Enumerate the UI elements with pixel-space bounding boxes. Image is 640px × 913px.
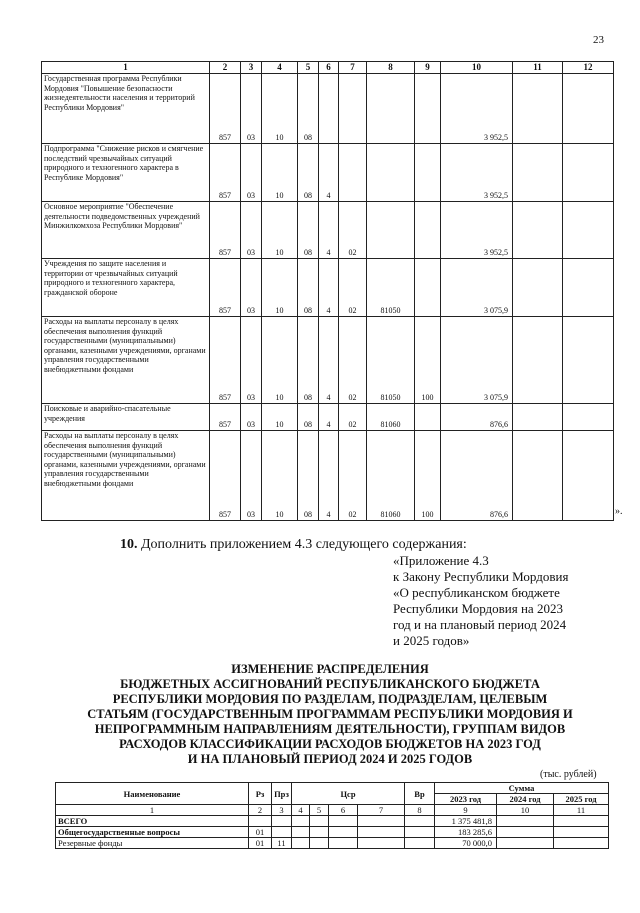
- row-prz: 11: [272, 838, 292, 849]
- row-sum-2023: 70 000,0: [435, 838, 497, 849]
- header-name: Наименование: [56, 783, 249, 805]
- cell-empty: [554, 827, 609, 838]
- row-c8: 81060: [367, 431, 415, 521]
- row-c12: [563, 317, 614, 404]
- row-c12: [563, 144, 614, 202]
- row-c8: [367, 202, 415, 259]
- appendix-heading: [393, 553, 568, 649]
- column-number: 5: [298, 62, 319, 74]
- row-c2: 857: [210, 317, 241, 404]
- row-c9: [415, 202, 441, 259]
- column-number: 7: [339, 62, 367, 74]
- row-name: Учреждения по защите населения и территории от чрезвычайных ситуаций природного и техногенного характера, гражданской обороне: [42, 259, 210, 317]
- row-c10: 876,6: [441, 431, 513, 521]
- cell-empty: [329, 816, 358, 827]
- row-c7: 02: [339, 431, 367, 521]
- column-number: 10: [497, 805, 554, 816]
- row-c11: [513, 317, 563, 404]
- row-c2: 857: [210, 404, 241, 431]
- cell-empty: [497, 816, 554, 827]
- header-vr: Вр: [405, 783, 435, 805]
- column-number: 12: [563, 62, 614, 74]
- column-number: 3: [272, 805, 292, 816]
- row-c5: 08: [298, 259, 319, 317]
- budget-table-continued: [41, 61, 614, 521]
- row-name: Резервные фонды: [56, 838, 249, 849]
- budget-allocation-table: [55, 782, 609, 849]
- title-line: ИЗМЕНЕНИЕ РАСПРЕДЕЛЕНИЯ: [231, 662, 429, 676]
- cell-empty: [329, 838, 358, 849]
- row-sum-2023: 183 285,6: [435, 827, 497, 838]
- row-c2: 857: [210, 74, 241, 144]
- cell-empty: [405, 827, 435, 838]
- row-c11: [513, 202, 563, 259]
- table-row: [56, 816, 609, 827]
- row-c4: 10: [262, 202, 298, 259]
- row-name: Государственная программа Республики Мордовия "Повышение безопасности жизнедеятельности населения и территорий Республики Мордовия": [42, 74, 210, 144]
- row-c11: [513, 74, 563, 144]
- column-number: 6: [319, 62, 339, 74]
- column-number: 4: [262, 62, 298, 74]
- row-c11: [513, 431, 563, 521]
- header-2024: 2024 год: [497, 794, 554, 805]
- appendix-line: «О республиканском бюджете: [393, 585, 560, 600]
- row-sum-2023: 1 375 481,8: [435, 816, 497, 827]
- row-c7: [339, 74, 367, 144]
- row-name: Расходы на выплаты персоналу в целях обеспечения выполнения функций государственными (муниципальными) органами, казенными учреждениями, органами управления государственными внебюджетными фондами: [42, 317, 210, 404]
- row-c10: 3 075,9: [441, 259, 513, 317]
- title-line: БЮДЖЕТНЫХ АССИГНОВАНИЙ РЕСПУБЛИКАНСКОГО БЮДЖЕТА: [120, 677, 540, 691]
- column-number: 8: [405, 805, 435, 816]
- column-number: 6: [329, 805, 358, 816]
- row-c6: 4: [319, 404, 339, 431]
- appendix-line: Республики Мордовия на 2023: [393, 601, 563, 616]
- row-c4: 10: [262, 259, 298, 317]
- row-c4: 10: [262, 144, 298, 202]
- row-c2: 857: [210, 144, 241, 202]
- row-name: Основное мероприятие "Обеспечение деятельности подведомственных учреждений Минжилкомхоза Республики Мордовия": [42, 202, 210, 259]
- closing-quote: ».: [615, 506, 623, 517]
- table-row: [42, 144, 614, 202]
- appendix-line: «Приложение 4.3: [393, 553, 489, 568]
- row-c12: [563, 202, 614, 259]
- cell-empty: [405, 838, 435, 849]
- cell-empty: [310, 816, 329, 827]
- row-c5: 08: [298, 404, 319, 431]
- row-prz: [272, 827, 292, 838]
- row-c4: 10: [262, 404, 298, 431]
- cell-empty: [358, 827, 405, 838]
- column-number: 7: [358, 805, 405, 816]
- header-rz: Рз: [249, 783, 272, 805]
- title-line: НЕПРОГРАММНЫМ НАПРАВЛЕНИЯМ ДЕЯТЕЛЬНОСТИ), ГРУППАМ ВИДОВ: [94, 722, 566, 736]
- row-c10: 876,6: [441, 404, 513, 431]
- row-c9: 100: [415, 431, 441, 521]
- row-rz: [249, 816, 272, 827]
- title-line: РАСХОДОВ КЛАССИФИКАЦИИ РАСХОДОВ БЮДЖЕТОВ НА 2023 ГОД: [119, 737, 541, 751]
- row-c3: 03: [241, 431, 262, 521]
- page-number: 23: [593, 34, 604, 46]
- unit-label: (тыс. рублей): [540, 769, 597, 780]
- column-number: 9: [435, 805, 497, 816]
- row-c5: 08: [298, 144, 319, 202]
- title-line: СТАТЬЯМ (ГОСУДАРСТВЕННЫМ ПРОГРАММАМ РЕСПУБЛИКИ МОРДОВИЯ И: [87, 707, 573, 721]
- table-header-row: [42, 62, 614, 74]
- cell-empty: [405, 816, 435, 827]
- title-line: РЕСПУБЛИКИ МОРДОВИЯ ПО РАЗДЕЛАМ, ПОДРАЗДЕЛАМ, ЦЕЛЕВЫМ: [112, 692, 548, 706]
- row-c6: 4: [319, 259, 339, 317]
- row-name: Расходы на выплаты персоналу в целях обеспечения выполнения функций государственными (муниципальными) органами, казенными учреждениями, органами управления государственными внебюджетными фондами: [42, 431, 210, 521]
- cell-empty: [497, 838, 554, 849]
- column-number: 4: [292, 805, 310, 816]
- row-c10: 3 952,5: [441, 202, 513, 259]
- row-c3: 03: [241, 317, 262, 404]
- row-c9: [415, 74, 441, 144]
- column-number: 10: [441, 62, 513, 74]
- row-c10: 3 075,9: [441, 317, 513, 404]
- row-c2: 857: [210, 202, 241, 259]
- row-c12: [563, 404, 614, 431]
- column-number: 2: [210, 62, 241, 74]
- header-prz: Прз: [272, 783, 292, 805]
- row-c8: 81060: [367, 404, 415, 431]
- table-row: [42, 202, 614, 259]
- column-number: 1: [56, 805, 249, 816]
- table-row: [56, 827, 609, 838]
- item-10-paragraph: [120, 537, 467, 553]
- row-rz: 01: [249, 838, 272, 849]
- row-c7: 02: [339, 404, 367, 431]
- cell-empty: [292, 816, 310, 827]
- table-row: [56, 838, 609, 849]
- row-c6: 4: [319, 202, 339, 259]
- cell-empty: [310, 827, 329, 838]
- row-name: ВСЕГО: [56, 816, 249, 827]
- table-row: [42, 317, 614, 404]
- item-number: 10.: [120, 537, 138, 552]
- table-row: [42, 74, 614, 144]
- header-sum: Сумма: [435, 783, 609, 794]
- row-c6: [319, 74, 339, 144]
- row-c3: 03: [241, 404, 262, 431]
- cell-empty: [554, 816, 609, 827]
- column-number: 1: [42, 62, 210, 74]
- row-c4: 10: [262, 317, 298, 404]
- cell-empty: [329, 827, 358, 838]
- document-title: [40, 662, 620, 767]
- title-line: И НА ПЛАНОВЫЙ ПЕРИОД 2024 И 2025 ГОДОВ: [187, 752, 473, 766]
- row-c5: 08: [298, 74, 319, 144]
- row-c12: [563, 431, 614, 521]
- row-c9: 100: [415, 317, 441, 404]
- row-c11: [513, 144, 563, 202]
- cell-empty: [358, 816, 405, 827]
- row-c5: 08: [298, 431, 319, 521]
- cell-empty: [310, 838, 329, 849]
- row-c5: 08: [298, 202, 319, 259]
- column-number: 2: [249, 805, 272, 816]
- header-2025: 2025 год: [554, 794, 609, 805]
- item-text: Дополнить приложением 4.3 следующего содержания:: [137, 537, 467, 552]
- row-c8: [367, 74, 415, 144]
- row-c6: 4: [319, 431, 339, 521]
- appendix-line: и 2025 годов»: [393, 633, 470, 648]
- row-name: Поисковые и аварийно-спасательные учреждения: [42, 404, 210, 431]
- row-c5: 08: [298, 317, 319, 404]
- row-c6: 4: [319, 144, 339, 202]
- row-c10: 3 952,5: [441, 74, 513, 144]
- row-c7: 02: [339, 259, 367, 317]
- row-c7: 02: [339, 317, 367, 404]
- row-c3: 03: [241, 259, 262, 317]
- cell-empty: [554, 838, 609, 849]
- row-c3: 03: [241, 74, 262, 144]
- row-c9: [415, 144, 441, 202]
- row-c12: [563, 74, 614, 144]
- column-number: 5: [310, 805, 329, 816]
- row-c8: [367, 144, 415, 202]
- row-c12: [563, 259, 614, 317]
- row-name: Подпрограмма "Снижение рисков и смягчение последствий чрезвычайных ситуаций природного и техногенного характера в Республике Мордовия": [42, 144, 210, 202]
- row-c6: 4: [319, 317, 339, 404]
- cell-empty: [292, 827, 310, 838]
- table-row: [42, 404, 614, 431]
- cell-empty: [292, 838, 310, 849]
- row-c2: 857: [210, 431, 241, 521]
- row-c2: 857: [210, 259, 241, 317]
- row-c7: 02: [339, 202, 367, 259]
- table-row: [42, 259, 614, 317]
- row-c3: 03: [241, 144, 262, 202]
- appendix-line: к Закону Республики Мордовия: [393, 569, 569, 584]
- row-c3: 03: [241, 202, 262, 259]
- row-c7: [339, 144, 367, 202]
- row-rz: 01: [249, 827, 272, 838]
- column-number-row: [56, 805, 609, 816]
- row-c11: [513, 404, 563, 431]
- row-c10: 3 952,5: [441, 144, 513, 202]
- column-number: 11: [554, 805, 609, 816]
- header-2023: 2023 год: [435, 794, 497, 805]
- row-c4: 10: [262, 74, 298, 144]
- row-c11: [513, 259, 563, 317]
- cell-empty: [358, 838, 405, 849]
- row-name: Общегосударственные вопросы: [56, 827, 249, 838]
- column-number: 3: [241, 62, 262, 74]
- cell-empty: [497, 827, 554, 838]
- row-c8: 81050: [367, 259, 415, 317]
- row-c9: [415, 404, 441, 431]
- header-csr: Цср: [292, 783, 405, 805]
- row-c9: [415, 259, 441, 317]
- table-row: [42, 431, 614, 521]
- column-number: 8: [367, 62, 415, 74]
- row-prz: [272, 816, 292, 827]
- row-c4: 10: [262, 431, 298, 521]
- row-c8: 81050: [367, 317, 415, 404]
- appendix-line: год и на плановый период 2024: [393, 617, 567, 632]
- column-number: 11: [513, 62, 563, 74]
- column-number: 9: [415, 62, 441, 74]
- table-header-row: [56, 783, 609, 794]
